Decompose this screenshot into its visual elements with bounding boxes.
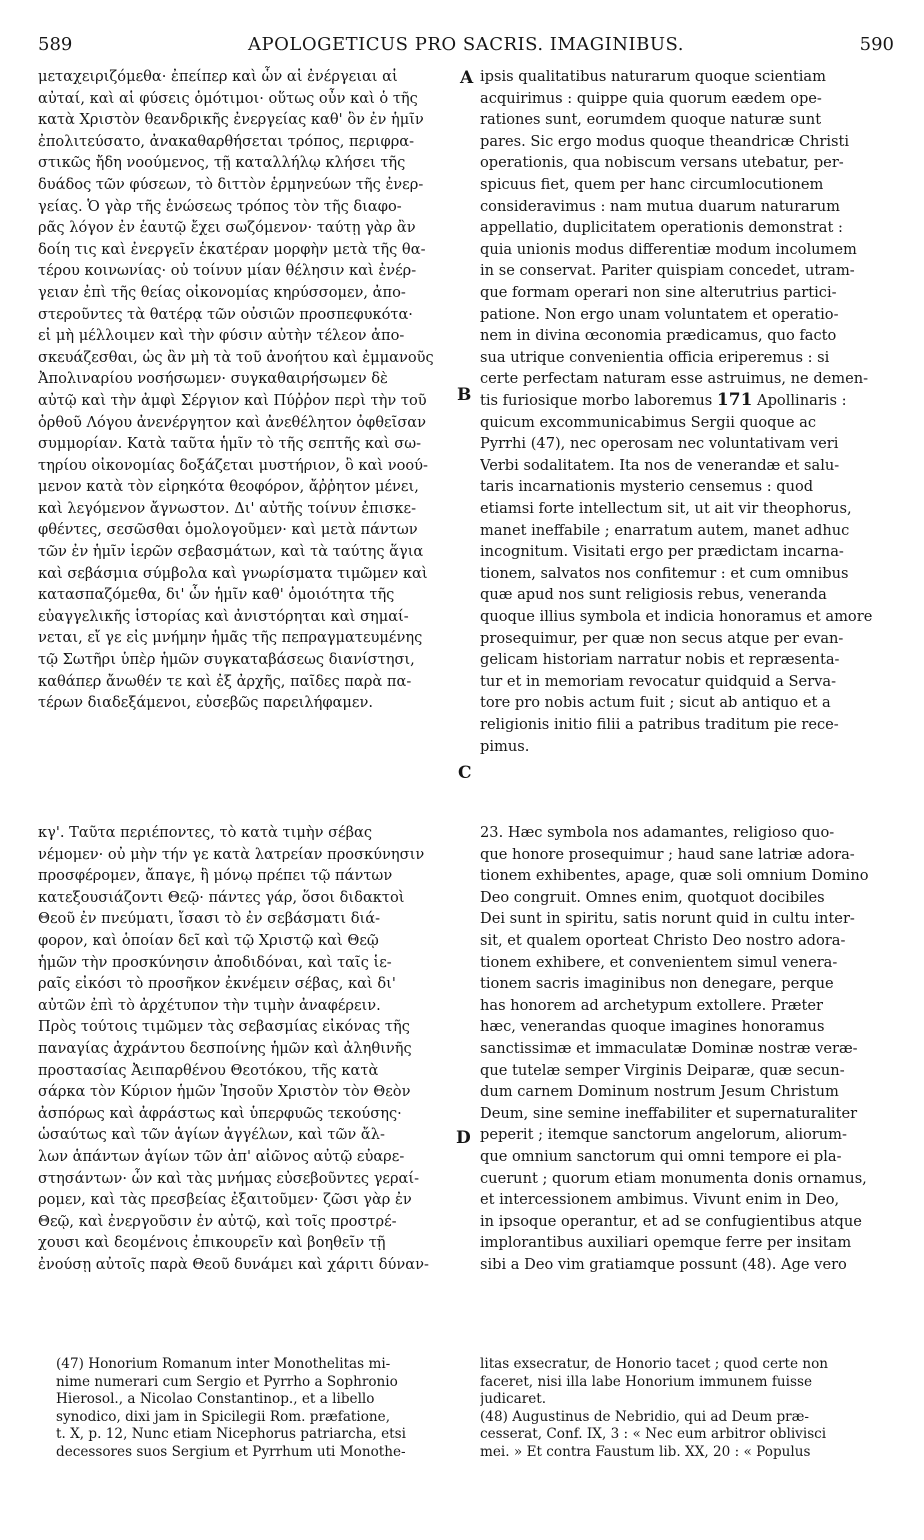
latin-text-line: incognitum. Visitati ergo per prædictam incarna- (480, 543, 844, 561)
greek-text-line: τῶν ἐν ἡμῖν ἱερῶν σεβασμάτων, καὶ τὰ ταύτης ἅγια (38, 543, 424, 561)
greek-text-line: αὐτῷ καὶ τὴν ἀμφὶ Σέργιον καὶ Πύῤῥον περὶ τὴν τοῦ (38, 391, 427, 409)
latin-text-line: manet ineffabile ; enarratum autem, manet adhuc (480, 521, 850, 539)
latin-text-line: taris incarnationis mysterio censemus : quod (480, 478, 814, 496)
greek-text-line: εὐαγγελικῆς ἱστορίας καὶ ἀνιστόρηται καὶ σημαί- (38, 607, 409, 625)
latin-text-line: pimus. (480, 737, 530, 755)
greek-text-line: τέρων διαδεξάμενοι, εὐσεβῶς παρειλήφαμεν. (38, 694, 373, 712)
greek-text-line: δοίη τις καὶ ἐνεργεῖν ἑκατέραν μορφὴν μετὰ τῆς θα- (38, 240, 426, 258)
footnote-48 (480, 1356, 896, 1462)
greek-text-line: μεταχειριζόμεθα· ἐπείπερ καὶ ὧν αἱ ἐνέργειαι αἱ (38, 68, 398, 85)
latin-text-line: Verbi sodalitatem. Ita nos de venerandæ et salu- (480, 456, 840, 474)
footnote-line: nime numerari cum Sergio et Pyrrho a Sophronio (56, 1373, 398, 1390)
footnote-line: t. X, p. 12, Nunc etiam Nicephorus patriarcha, etsi (56, 1426, 406, 1443)
greek-column-block-2 (38, 822, 456, 1275)
latin-column-block-1 (480, 66, 896, 390)
greek-text-line: τηρίου οἰκονομίας δοξάζεται μυστήριον, ὃ καὶ νοού- (38, 456, 428, 474)
greek-text-line: κγ'. Ταῦτα περιέποντες, τὸ κατὰ τιμὴν σέβας (38, 824, 373, 841)
greek-text-line: στικῶς ἤδη νοούμενος, τῇ καταλλήλῳ κλήσει τῆς (38, 154, 406, 172)
column-number: 171 (716, 390, 753, 410)
latin-text-line: spicuus fiet, quem per hanc circumlocutionem (480, 175, 824, 193)
latin-text-line: que omnium sanctorum qui omni tempore ei pla- (480, 1147, 842, 1165)
greek-text-line: προστασίας Ἀειπαρθένου Θεοτόκου, τῆς κατὰ (38, 1061, 379, 1079)
latin-text-line: 23. Hæc symbola nos adamantes, religioso quo- (480, 824, 835, 841)
latin-text-line: implorantibus auxiliari opemque ferre per insitam (480, 1234, 852, 1252)
latin-text-line: acquirimus : quippe quia quorum eædem ope- (480, 89, 822, 107)
greek-text-line: Πρὸς τούτοις τιμῶμεν τὰς σεβασμίας εἰκόνας τῆς (38, 1018, 410, 1036)
greek-text-line: τέρου κοινωνίας· οὐ τοίνυν μίαν θέλησιν καὶ ἐνέρ- (38, 262, 417, 280)
greek-text-line: ἐνούσῃ αὐτοῖς παρὰ Θεοῦ δυνάμει καὶ χάριτι δύναν- (38, 1255, 429, 1273)
latin-text-line: Deum, sine semine ineffabiliter et supernaturaliter (480, 1104, 858, 1122)
greek-text-line: λων ἁπάντων ἁγίων τῶν ἀπ' αἰῶνος αὐτῷ εὐαρε- (38, 1147, 405, 1165)
greek-text-line: στεροῦντες τὰ θατέρᾳ τῶν οὐσιῶν προσπεφυκότα· (38, 305, 413, 323)
greek-text-line: στησάντων· ὧν καὶ τὰς μνήμας εὐσεβοῦντες γεραί- (38, 1169, 420, 1187)
latin-text-line: Deo congruit. Omnes enim, quotquot docibiles (480, 888, 825, 906)
page-number-right: 590 (859, 34, 894, 55)
latin-text-line: nem in divina œconomia prædicamus, quo facto (480, 327, 837, 345)
greek-text-line: γείας. Ὁ γὰρ τῆς ἑνώσεως τρόπος τὸν τῆς διαφο- (38, 197, 402, 215)
margin-marker-d: D (456, 1128, 471, 1148)
greek-text-line: γειαν ἐπὶ τῆς θείας οἰκονομίας κηρύσσομεν, ἀπο- (38, 283, 406, 301)
latin-text-line: in se conservat. Pariter quispiam concedet, utram- (480, 262, 855, 280)
latin-text-line: tionem sacris imaginibus non denegare, perque (480, 975, 834, 993)
latin-text-line: que honore prosequimur ; haud sane latriæ adora- (480, 845, 855, 863)
latin-text-line: in ipsoque operantur, et ad se confugientibus atque (480, 1212, 862, 1230)
greek-text-line: Θεῷ, καὶ ἐνεργοῦσιν ἐν αὐτῷ, καὶ τοῖς προστρέ- (38, 1212, 397, 1230)
greek-text-line: μενον κατὰ τὸν εἰρηκότα θεοφόρον, ἄῤῥητον μένει, (38, 478, 419, 496)
latin-text-line (480, 390, 896, 412)
latin-text: Apollinaris : (752, 392, 847, 409)
latin-text-line: hæc, venerandas quoque imagines honoramus (480, 1018, 825, 1036)
latin-text-line: appellatio, duplicitatem operationis demonstrat : (480, 219, 843, 237)
footnote-line: Hierosol., a Nicolao Constantinop., et a libello (56, 1391, 375, 1408)
greek-text-line: Θεοῦ ἐν πνεύματι, ἴσασι τὸ ἐν σεβάσματι διά- (38, 910, 381, 928)
footnote-line: (47) Honorium Romanum inter Monothelitas mi- (56, 1356, 391, 1372)
greek-text-line: καθάπερ ἄνωθέν τε καὶ ἐξ ἀρχῆς, παῖδες παρὰ πα- (38, 672, 412, 690)
latin-text-line: et intercessionem ambimus. Vivunt enim in Deo, (480, 1191, 840, 1209)
latin-text-line: cuerunt ; quorum etiam monumenta donis ornamus, (480, 1169, 867, 1187)
greek-text-line: ἐπολιτεύσατο, ἀνακαθαρθήσεται τρόπος, περιφρα- (38, 132, 415, 150)
footnote-line: (48) Augustinus de Nebridio, qui ad Deum præ- (480, 1408, 810, 1425)
margin-marker-a: A (460, 68, 474, 88)
greek-text-line: νεται, εἴ γε εἰς μνήμην ἡμᾶς τῆς πεπραγματευμένης (38, 629, 423, 647)
footnote-line: mei. » Et contra Faustum lib. XX, 20 : « Populus (480, 1443, 811, 1460)
greek-text-line: καὶ λεγόμενον ἄγνωστον. Δι' αὐτῆς τοίνυν ἐπισκε- (38, 499, 417, 517)
latin-text-line: consideravimus : nam mutua duarum naturarum (480, 197, 840, 215)
latin-text-line: etiamsi forte intellectum sit, ut ait vir theophorus, (480, 499, 852, 517)
latin-text-line: que formam operari non sine alterutrius partici- (480, 283, 837, 301)
footnote-line: faceret, nisi illa labe Honorium immunem fuisse (480, 1373, 812, 1390)
latin-text-line: que tutelæ semper Virginis Deiparæ, quæ secun- (480, 1061, 845, 1079)
greek-text-line: συμμορίαν. Κατὰ ταῦτα ἡμῖν τὸ τῆς σεπτῆς καὶ σω- (38, 435, 422, 453)
greek-text-line: ἡμῶν τὴν προσκύνησιν ἀποδιδόναι, καὶ ταῖς ἱε- (38, 953, 392, 971)
greek-text-line: σάρκα τὸν Κύριον ἡμῶν Ἰησοῦν Χριστὸν τὸν Θεὸν (38, 1083, 411, 1101)
greek-text-line: αὐταί, καὶ αἱ φύσεις ὁμότιμοι· οὕτως οὖν καὶ ὁ τῆς (38, 89, 418, 107)
greek-text-line: ρᾶς λόγον ἐν ἑαυτῷ ἔχει σωζόμενον· ταύτῃ γὰρ ἂν (38, 219, 416, 237)
latin-text-line: sua utrique convenientia officia eriperemus : si (480, 348, 830, 366)
greek-text-line: ἀσπόρως καὶ ἀφράστως καὶ ὑπερφυῶς τεκούσης· (38, 1104, 402, 1122)
greek-text-line: ρομεν, καὶ τὰς πρεσβείας ἐξαιτοῦμεν· ζῶσι γὰρ ἐν (38, 1191, 412, 1209)
greek-text-line: φορον, καὶ ὁποίαν δεῖ καὶ τῷ Χριστῷ καὶ Θεῷ (38, 931, 379, 949)
latin-text-line: sit, et qualem oporteat Christo Deo nostro adora- (480, 931, 846, 949)
latin-text-line: peperit ; itemque sanctorum angelorum, aliorum- (480, 1126, 847, 1144)
latin-column-block-1b (480, 412, 896, 758)
latin-text-line: Dei sunt in spiritu, satis norunt quid in cultu inter- (480, 910, 855, 928)
latin-text-line: quicum excommunicabimus Sergii quoque ac (480, 413, 817, 431)
running-title: APOLOGETICUS PRO SACRIS. IMAGINIBUS. (248, 34, 684, 55)
greek-text-line: ὡσαύτως καὶ τῶν ἁγίων ἀγγέλων, καὶ τῶν ἄλ- (38, 1126, 385, 1144)
greek-text-line: κατασπαζόμεθα, δι' ὧν ἡμῖν καθ' ὁμοιότητα τῆς (38, 586, 395, 604)
greek-text-line: προσφέρομεν, ἄπαγε, ἣ μόνῳ πρέπει τῷ πάντων (38, 867, 393, 885)
greek-text-line: χουσι καὶ δεομένοις ἐπικουρεῖν καὶ βοηθεῖν τῇ (38, 1234, 386, 1252)
latin-text-line: prosequimur, per quæ non secus atque per evan- (480, 629, 844, 647)
footnote-line: litas exsecratur, de Honorio tacet ; quod certe non (480, 1356, 829, 1372)
latin-text-line: quoque illius symbola et indicia honoramus et amore (480, 607, 873, 625)
latin-text-line: sibi a Deo vim gratiamque possunt (48). Age vero (480, 1255, 847, 1273)
latin-text: tis furiosique morbo laboremus (480, 392, 717, 409)
latin-column-block-2 (480, 822, 896, 1275)
greek-text-line: κατεξουσιάζοντι Θεῷ· πάντες γάρ, ὅσοι διδακτοὶ (38, 888, 405, 906)
latin-text-line: certe perfectam naturam esse astruimus, ne demen- (480, 370, 869, 388)
greek-text-line: αὐτῶν ἐπὶ τὸ ἀρχέτυπον τὴν τιμὴν ἀναφέρειν. (38, 996, 381, 1014)
margin-marker-c: C (458, 763, 472, 783)
page-header (38, 34, 894, 58)
latin-text-line: quæ apud nos sunt religiosis rebus, veneranda (480, 586, 827, 604)
footnote-line: cesserat, Conf. IX, 3 : « Nec eum arbitror oblivisci (480, 1426, 827, 1443)
greek-text-line: Ἀπολιναρίου νοσήσωμεν· συγκαθαιρήσωμεν δὲ (38, 370, 388, 388)
greek-text-line: ὀρθοῦ Λόγου ἀνενέργητον καὶ ἀνεθέλητον ὀφθεῖσαν (38, 413, 427, 431)
greek-text-line: δυάδος τῶν φύσεων, τὸ διττὸν ἑρμηνεύων τῆς ἐνερ- (38, 175, 424, 193)
greek-text-line: παναγίας ἀχράντου δεσποίνης ἡμῶν καὶ ἀληθινῆς (38, 1039, 412, 1057)
latin-text-line: tionem, salvatos nos confitemur : et cum omnibus (480, 564, 849, 582)
latin-text-line: tore pro nobis actum fuit ; sicut ab antiquo et a (480, 694, 831, 712)
latin-text-line: ipsis qualitatibus naturarum quoque scientiam (480, 68, 826, 85)
latin-text-line: quia unionis modus differentiæ modum incolumem (480, 240, 857, 258)
latin-text-line: pares. Sic ergo modus quoque theandricæ Christi (480, 132, 850, 150)
greek-text-line: νέμομεν· οὐ μὴν τήν γε κατὰ λατρείαν προσκύνησιν (38, 845, 425, 863)
greek-text-line: εἰ μὴ μέλλοιμεν καὶ τὴν φύσιν αὐτὴν τέλεον ἀπο- (38, 327, 405, 345)
latin-text-line: Pyrrhi (47), nec operosam nec voluntativam veri (480, 435, 839, 453)
latin-text-line: operationis, qua nobiscum versans utebatur, per- (480, 154, 844, 172)
greek-column-block-1 (38, 66, 456, 714)
latin-text-line: gelicam historiam narratur nobis et repræsenta- (480, 651, 840, 669)
greek-text-line: καὶ σεβάσμια σύμβολα καὶ γνωρίσματα τιμῶμεν καὶ (38, 564, 428, 582)
margin-marker-b: B (457, 385, 472, 405)
latin-text-line: dum carnem Dominum nostrum Jesum Christum (480, 1083, 839, 1101)
greek-text-line: σκευάζεσθαι, ὡς ἂν μὴ τὰ τοῦ ἀνοήτου καὶ ἐμμανοῦς (38, 348, 434, 366)
latin-text-line: rationes sunt, eorumdem quoque naturæ sunt (480, 111, 822, 129)
latin-text-line: sanctissimæ et immaculatæ Dominæ nostræ veræ- (480, 1039, 858, 1057)
latin-text-line: religionis initio filii a patribus traditum pie rece- (480, 715, 839, 733)
greek-text-line: τῷ Σωτῆρι ὑπὲρ ἡμῶν συγκαταβάσεως διανίστησι, (38, 651, 415, 669)
greek-text-line: φθέντες, σεσῶσθαι ὁμολογοῦμεν· καὶ μετὰ πάντων (38, 521, 418, 539)
page-number-left: 589 (38, 34, 73, 55)
footnote-line: synodico, dixi jam in Spicilegii Rom. præfatione, (56, 1408, 391, 1425)
footnote-line: decessores suos Sergium et Pyrrhum uti Monothe- (56, 1443, 406, 1460)
latin-line-with-column-number (480, 390, 896, 412)
footnote-line: judicaret. (480, 1391, 547, 1408)
latin-text-line: tionem exhibentes, apage, quæ soli omnium Domino (480, 867, 869, 885)
footnote-47 (56, 1356, 456, 1462)
greek-text-line: ραῖς εἰκόσι τὸ προσῆκον ἐκνέμειν σέβας, καὶ δι' (38, 975, 396, 993)
latin-text-line: tur et in memoriam revocatur quidquid a Serva- (480, 672, 837, 690)
latin-text-line: has honorem ad archetypum extollere. Præter (480, 996, 823, 1014)
greek-text-line: κατὰ Χριστὸν θεανδρικῆς ἐνεργείας καθ' ὃν ἐν ἡμῖν (38, 111, 424, 129)
latin-text-line: patione. Non ergo unam voluntatem et operatio- (480, 305, 839, 323)
latin-text-line: tionem exhibere, et convenientem simul venera- (480, 953, 838, 971)
